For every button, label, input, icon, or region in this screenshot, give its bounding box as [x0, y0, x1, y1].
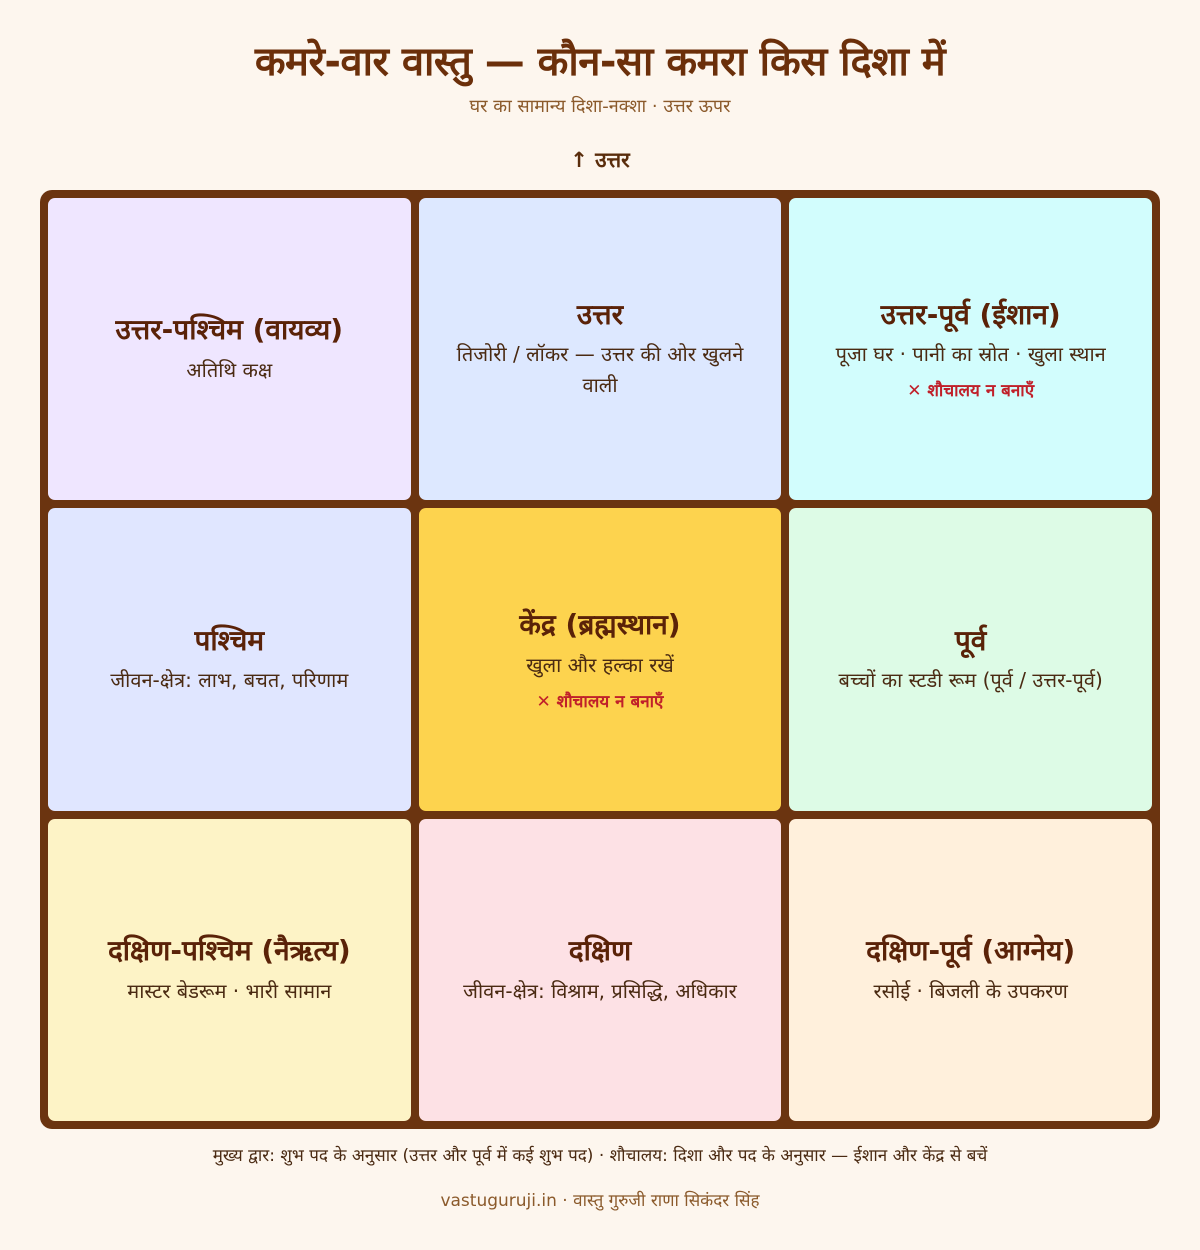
cell-description: तिजोरी / लॉकर — उत्तर की ओर खुलने वाली [456, 342, 744, 398]
page-title: कमरे-वार वास्तु — कौन-सा कमरा किस दिशा में [254, 39, 946, 85]
cell-title: पूर्व [954, 623, 987, 657]
cell-description: मास्टर बेडरूम · भारी सामान [127, 978, 332, 1003]
cell-description: जीवन-क्षेत्र: विश्राम, प्रसिद्धि, अधिकार [463, 978, 737, 1003]
cell-title: उत्तर [576, 297, 624, 331]
cell-title: दक्षिण-पश्चिम (नैऋत्य) [107, 934, 351, 968]
cell-south-east [789, 819, 1152, 1121]
cell-title: दक्षिण-पूर्व (आग्नेय) [866, 934, 1076, 968]
cell-title: उत्तर-पश्चिम (वायव्य) [115, 313, 344, 347]
cell-north-east [789, 198, 1152, 500]
cell-west [48, 508, 411, 810]
cell-warning: ✕ शौचालय न बनाएँ [536, 691, 664, 712]
cell-description: जीवन-क्षेत्र: लाभ, बचत, परिणाम [110, 668, 349, 693]
cell-south-west [48, 819, 411, 1121]
footer-credit: vastuguruji.in · वास्तु गुरुजी राणा सिकंदर सिंह [440, 1191, 760, 1211]
cell-title: पश्चिम [194, 623, 265, 657]
cell-description: बच्चों का स्टडी रूम (पूर्व / उत्तर-पूर्व) [838, 668, 1103, 693]
cell-description: पूजा घर · पानी का स्रोत · खुला स्थान [835, 342, 1106, 367]
cell-description: खुला और हल्का रखें [526, 652, 674, 677]
cell-center [419, 508, 782, 810]
cell-title: केंद्र (ब्रह्मस्थान) [519, 608, 681, 642]
cell-north [419, 198, 782, 500]
page-subtitle: घर का सामान्य दिशा-नक्शा · उत्तर ऊपर [469, 96, 731, 117]
north-indicator: ↑ उत्तर [570, 148, 630, 172]
cell-title: दक्षिण [568, 934, 632, 968]
cell-description: अतिथि कक्ष [186, 357, 273, 382]
cell-title: उत्तर-पूर्व (ईशान) [880, 297, 1061, 331]
cell-description: रसोई · बिजली के उपकरण [873, 978, 1068, 1003]
footer-note: मुख्य द्वार: शुभ पद के अनुसार (उत्तर और पूर्व में कई शुभ पद) · शौचालय: दिशा और पद के अनुसार — ईशान और केंद्र से बचें [212, 1146, 988, 1166]
direction-grid [40, 190, 1160, 1129]
cell-south [419, 819, 782, 1121]
cell-warning: ✕ शौचालय न बनाएँ [907, 381, 1035, 402]
cell-north-west [48, 198, 411, 500]
cell-east [789, 508, 1152, 810]
